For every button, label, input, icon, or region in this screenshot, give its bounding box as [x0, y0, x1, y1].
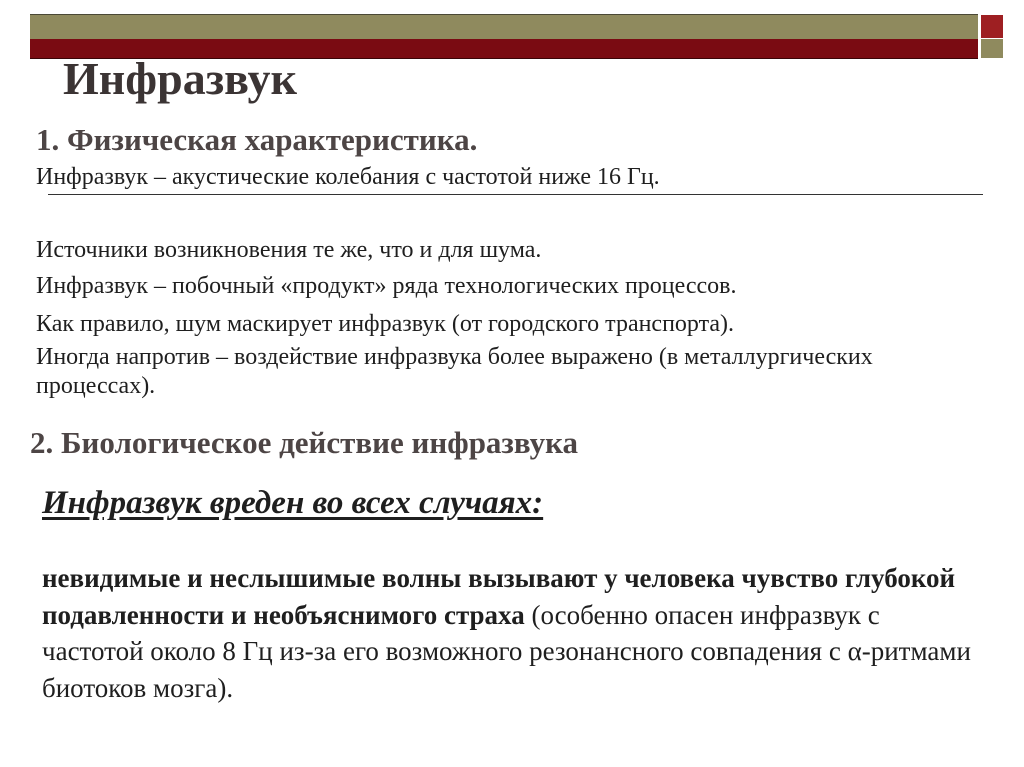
slide-title: Инфразвук [63, 53, 297, 104]
effects-regular-text: (особенно опасен инфразвук с частотой около 8 Гц из-за его возможного резонансного совпадения с α-ритмами биотоков мозга). [42, 599, 971, 704]
section-heading-physical: 1. Физическая характеристика. [36, 122, 478, 157]
text-line-sources: Источники возникновения те же, что и для шума. [36, 237, 542, 263]
effects-bold-text: невидимые и неслышимые волны вызывают у человека чувство глубокой подавленности и необъяснимого страха [42, 563, 956, 630]
divider-line [48, 194, 983, 195]
effects-paragraph [42, 560, 972, 707]
definition-text: Инфразвук – акустические колебания с частотой ниже 16 Гц. [36, 164, 660, 190]
header-bar-olive [30, 14, 978, 40]
text-line-byproduct: Инфразвук – побочный «продукт» ряда технологических процессов. [36, 273, 737, 299]
text-line-masking: Как правило, шум маскирует инфразвук (от городского транспорта). [36, 311, 735, 337]
section-heading-biological: 2. Биологическое действие инфразвука [30, 425, 578, 460]
text-line-metallurgy: Иногда напротив – воздействие инфразвука более выражено (в металлургических процессах). [36, 344, 873, 400]
corner-square-red [981, 15, 1003, 38]
lead-statement: Инфразвук вреден во всех случаях: [42, 485, 544, 521]
corner-square-olive [981, 39, 1003, 58]
